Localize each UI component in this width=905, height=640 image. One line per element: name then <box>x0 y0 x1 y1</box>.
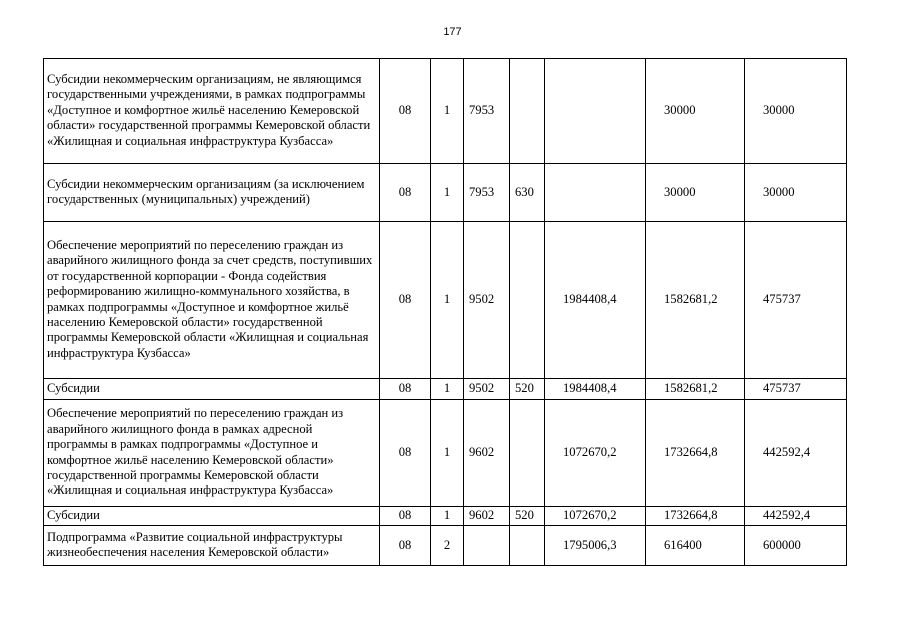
table-row <box>44 379 847 400</box>
amount-year-1 <box>545 164 646 222</box>
subsection-code: 2 <box>431 526 464 566</box>
row-description: Субсидии некоммерческим организациям, не являющимся государственными учреждениями, в рамках подпрограммы «Доступное и комфортное жильё населению Кемеровской области» государственной программы Кемеровской области «Жилищная и социальная инфраструктура Кузбасса» <box>44 59 380 164</box>
page-number: 177 <box>443 26 462 38</box>
amount-year-1 <box>545 59 646 164</box>
subsection-code: 1 <box>431 164 464 222</box>
row-description: Подпрограмма «Развитие социальной инфраструктуры жизнеобеспечения населения Кемеровской области» <box>44 526 380 566</box>
subsection-code: 1 <box>431 59 464 164</box>
row-description: Субсидии некоммерческим организациям (за исключением государственных (муниципальных) учреждений) <box>44 164 380 222</box>
expense-type-code <box>510 59 545 164</box>
subsection-code: 1 <box>431 400 464 507</box>
table-row <box>44 164 847 222</box>
amount-year-3: 475737 <box>745 379 847 400</box>
expense-type-code: 630 <box>510 164 545 222</box>
row-description: Обеспечение мероприятий по переселению граждан из аварийного жилищного фонда за счет средств, поступивших от государственной корпорации - Фонда содействия реформированию жилищно-коммунального хозяйства, в рамках подпрограммы «Доступное и комфортное жильё населению Кемеровской области» государственной программы Кемеровской области «Жилищная и социальная инфраструктура Кузбасса» <box>44 222 380 379</box>
table-row <box>44 507 847 526</box>
row-description: Субсидии <box>44 379 380 400</box>
section-code: 08 <box>380 59 431 164</box>
amount-year-1: 1072670,2 <box>545 507 646 526</box>
table-row <box>44 526 847 566</box>
amount-year-3: 442592,4 <box>745 400 847 507</box>
table-row <box>44 222 847 379</box>
amount-year-2: 1732664,8 <box>646 507 745 526</box>
target-article-code: 9502 <box>464 379 510 400</box>
amount-year-2: 1732664,8 <box>646 400 745 507</box>
section-code: 08 <box>380 526 431 566</box>
row-description: Обеспечение мероприятий по переселению граждан из аварийного жилищного фонда в рамках адресной программы в рамках подпрограммы «Доступное и комфортное жильё населению Кемеровской области» государственной программы Кемеровской области «Жилищная и социальная инфраструктура Кузбасса» <box>44 400 380 507</box>
amount-year-1: 1072670,2 <box>545 400 646 507</box>
amount-year-3: 30000 <box>745 59 847 164</box>
amount-year-3: 600000 <box>745 526 847 566</box>
amount-year-2: 1582681,2 <box>646 379 745 400</box>
amount-year-2: 30000 <box>646 59 745 164</box>
target-article-code: 7953 <box>464 164 510 222</box>
amount-year-3: 442592,4 <box>745 507 847 526</box>
subsection-code: 1 <box>431 379 464 400</box>
amount-year-2: 30000 <box>646 164 745 222</box>
expense-type-code <box>510 222 545 379</box>
amount-year-3: 30000 <box>745 164 847 222</box>
subsection-code: 1 <box>431 507 464 526</box>
table-row <box>44 59 847 164</box>
target-article-code: 9602 <box>464 507 510 526</box>
section-code: 08 <box>380 507 431 526</box>
budget-table <box>43 58 847 566</box>
target-article-code: 7953 <box>464 59 510 164</box>
expense-type-code: 520 <box>510 507 545 526</box>
section-code: 08 <box>380 164 431 222</box>
expense-type-code: 520 <box>510 379 545 400</box>
section-code: 08 <box>380 400 431 507</box>
table-row <box>44 400 847 507</box>
section-code: 08 <box>380 379 431 400</box>
target-article-code: 9502 <box>464 222 510 379</box>
amount-year-1: 1984408,4 <box>545 222 646 379</box>
target-article-code <box>464 526 510 566</box>
section-code: 08 <box>380 222 431 379</box>
amount-year-2: 616400 <box>646 526 745 566</box>
target-article-code: 9602 <box>464 400 510 507</box>
subsection-code: 1 <box>431 222 464 379</box>
amount-year-1: 1795006,3 <box>545 526 646 566</box>
expense-type-code <box>510 400 545 507</box>
amount-year-3: 475737 <box>745 222 847 379</box>
amount-year-1: 1984408,4 <box>545 379 646 400</box>
row-description: Субсидии <box>44 507 380 526</box>
expense-type-code <box>510 526 545 566</box>
amount-year-2: 1582681,2 <box>646 222 745 379</box>
